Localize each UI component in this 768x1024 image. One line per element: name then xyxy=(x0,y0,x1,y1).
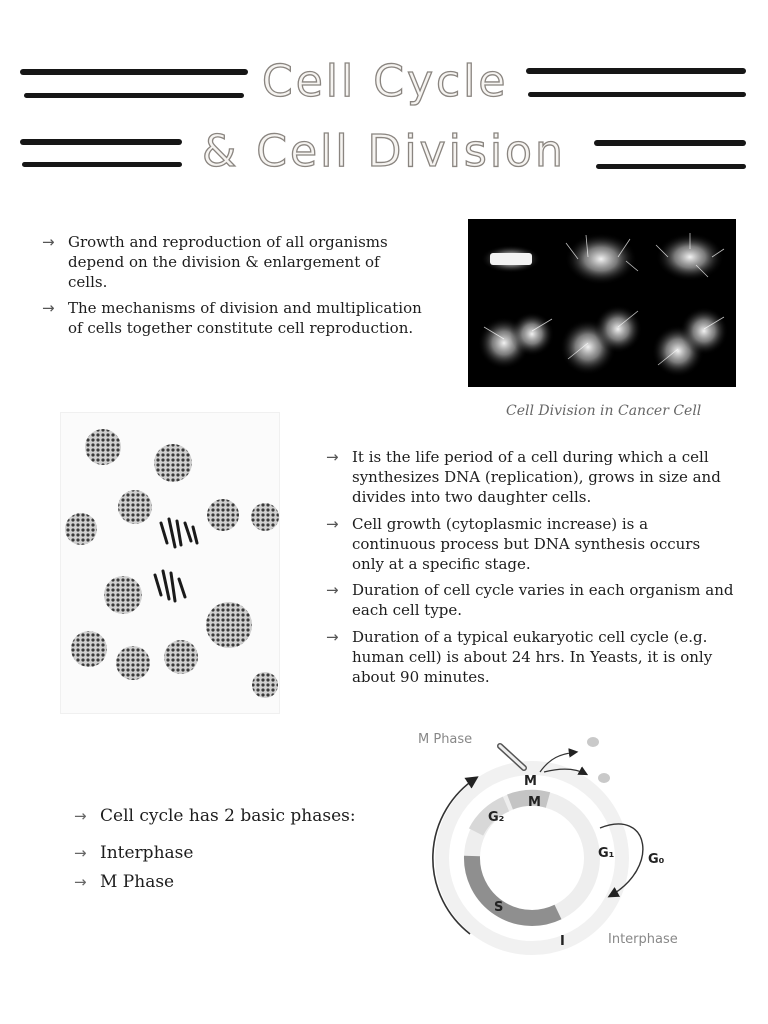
arrow-icon: → xyxy=(326,515,339,533)
arrow-icon: → xyxy=(42,233,55,251)
cycle-bullet xyxy=(326,514,736,574)
title-stroke xyxy=(20,139,182,145)
diagram-label-g2: G₂ xyxy=(488,810,505,825)
cycle-bullet-text: Duration of cell cycle varies in each organism and each cell type. xyxy=(352,581,734,619)
mitosis-micrograph xyxy=(60,412,280,714)
cycle-bullet xyxy=(326,447,736,507)
title-stroke xyxy=(594,140,746,146)
cancer-cell-micrograph xyxy=(468,219,736,387)
phase-item-text: M Phase xyxy=(100,872,175,892)
arrow-icon: → xyxy=(326,628,339,646)
arrow-icon: → xyxy=(74,873,87,891)
cycle-bullet xyxy=(326,627,748,687)
diagram-label-g0: G₀ xyxy=(648,852,665,867)
title-stroke xyxy=(528,92,746,97)
diagram-label-i: I xyxy=(560,934,565,949)
arrow-icon: → xyxy=(326,448,339,466)
phases-heading-text: Cell cycle has 2 basic phases: xyxy=(100,806,356,826)
title-stroke xyxy=(526,68,746,74)
title-stroke xyxy=(596,164,746,169)
diagram-label-m-phase: M Phase xyxy=(418,732,473,747)
diagram-label-g1: G₁ xyxy=(598,846,615,861)
diagram-label-interphase: Interphase xyxy=(608,932,678,947)
title-stroke xyxy=(24,93,244,98)
arrow-icon: → xyxy=(42,299,55,317)
arrow-icon: → xyxy=(74,844,87,862)
title-stroke xyxy=(20,69,248,75)
diagram-label-m-outer: M xyxy=(524,774,537,789)
phases-heading xyxy=(74,806,356,826)
intro-bullet xyxy=(42,232,408,292)
intro-bullet-text: Growth and reproduction of all organisms depend on the division & enlargement of cells. xyxy=(68,233,388,291)
cycle-bullet-text: Cell growth (cytoplasmic increase) is a continuous process but DNA synthesis occurs only at a specific stage. xyxy=(352,515,701,573)
page-title-line2: & Cell Division xyxy=(202,126,566,177)
cycle-bullet-text: Duration of a typical eukaryotic cell cycle (e.g. human cell) is about 24 hrs. In Yeasts, it is only about 90 minutes. xyxy=(352,628,713,686)
phase-item-m-phase xyxy=(74,872,175,892)
diagram-label-m-inner: M xyxy=(528,795,541,810)
intro-bullet xyxy=(42,298,428,338)
intro-bullet-text: The mechanisms of division and multiplication of cells together constitute cell reproduction. xyxy=(68,299,422,337)
cell-cycle-diagram xyxy=(410,728,710,958)
cycle-bullet xyxy=(326,580,736,620)
page-title-line1: Cell Cycle xyxy=(262,56,509,107)
diagram-label-s: S xyxy=(494,900,504,915)
phase-item-text: Interphase xyxy=(100,843,194,863)
cycle-bullet-text: It is the life period of a cell during which a cell synthesizes DNA (replication), grows in size and divides into two daughter cells. xyxy=(352,448,721,506)
title-stroke xyxy=(22,162,182,167)
arrow-icon: → xyxy=(326,581,339,599)
phase-item-interphase xyxy=(74,843,194,863)
micrograph-caption: Cell Division in Cancer Cell xyxy=(506,403,702,419)
arrow-icon: → xyxy=(74,807,87,825)
